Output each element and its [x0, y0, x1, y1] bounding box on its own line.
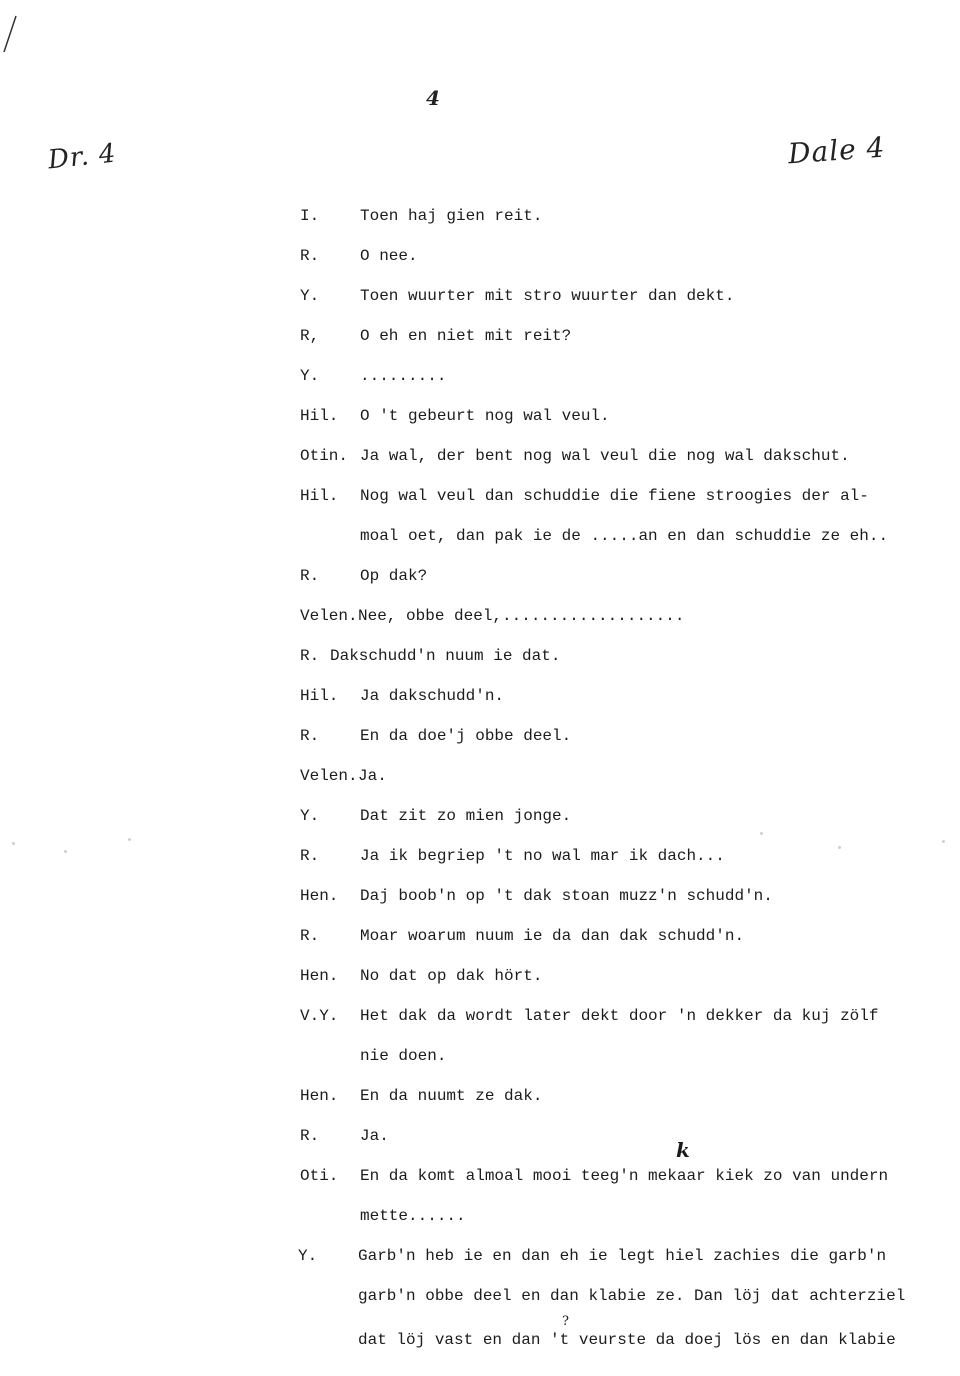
transcript-line: [298, 1246, 938, 1266]
utterance-text: Ja wal, der bent nog wal veul die nog wal dakschut.: [360, 447, 850, 465]
speaker-label: Velen.: [300, 607, 358, 625]
utterance-text: Ja ik begriep 't no wal mar ik dach...: [360, 847, 725, 865]
speaker-label: R.: [300, 647, 320, 665]
utterance-text: Op dak?: [360, 567, 428, 585]
utterance-text: garb'n obbe deel en dan klabie ze. Dan löj dat achterziel: [358, 1287, 906, 1305]
utterance-text: Dakschudd'n nuum ie dat.: [330, 647, 561, 665]
utterance-text: O 't gebeurt nog wal veul.: [360, 407, 610, 425]
speaker-label: Oti.: [300, 1167, 339, 1185]
transcript-line: [300, 846, 940, 866]
transcript-line: [300, 206, 940, 226]
transcript-line: [300, 566, 940, 586]
speaker-label: R.: [300, 727, 320, 745]
utterance-text: Nee, obbe deel,...................: [358, 607, 685, 625]
utterance-text: Toen haj gien reit.: [360, 207, 543, 225]
scan-speck: [760, 832, 763, 835]
speaker-label: Hen.: [300, 1087, 339, 1105]
speaker-label: Otin.: [300, 447, 349, 465]
speaker-label: R.: [300, 927, 320, 945]
transcript-line: [300, 646, 940, 666]
speaker-label: Y.: [300, 287, 320, 305]
utterance-text: Ja.: [358, 767, 387, 785]
scan-speck: [942, 840, 945, 843]
speaker-label: Hil.: [300, 687, 339, 705]
handwritten-correction-question: ?: [562, 1314, 569, 1329]
page-number: 4: [426, 86, 440, 110]
transcript-line: [300, 926, 940, 946]
transcript-line: [300, 726, 940, 746]
utterance-text: Ja dakschudd'n.: [360, 687, 505, 705]
speaker-label: Y.: [300, 807, 320, 825]
utterance-text: mette......: [360, 1207, 466, 1225]
utterance-text: No dat op dak hört.: [360, 967, 543, 985]
transcript-line: [300, 966, 940, 986]
speaker-label: V.Y.: [300, 1007, 339, 1025]
utterance-text: Ja.: [360, 1127, 389, 1145]
speaker-label: Hen.: [300, 887, 339, 905]
scan-speck: [838, 846, 841, 849]
utterance-text: Garb'n heb ie en dan eh ie legt hiel zachies die garb'n: [358, 1247, 887, 1265]
transcript-line: [300, 1126, 940, 1146]
utterance-text: Daj boob'n op 't dak stoan muzz'n schudd'n.: [360, 887, 773, 905]
utterance-text: Nog wal veul dan schuddie die fiene stroogies der al-: [360, 487, 869, 505]
utterance-text: Het dak da wordt later dekt door 'n dekker da kuj zölf: [360, 1007, 879, 1025]
utterance-text: O nee.: [360, 247, 418, 265]
transcript-line: [300, 446, 940, 466]
transcript-line: [300, 1046, 940, 1066]
speaker-label: R.: [300, 247, 320, 265]
transcript-line: [300, 1206, 940, 1226]
utterance-text: moal oet, dan pak ie de .....an en dan schuddie ze eh..: [360, 527, 889, 545]
utterance-text: nie doen.: [360, 1047, 447, 1065]
speaker-label: Hen.: [300, 967, 339, 985]
utterance-text: Dat zit zo mien jonge.: [360, 807, 572, 825]
speaker-label: R.: [300, 1127, 320, 1145]
utterance-text: dat löj vast en dan 't veurste da doej lös en dan klabie: [358, 1331, 896, 1349]
handwritten-note-left: Dr. 4: [46, 138, 118, 176]
utterance-text: En da nuumt ze dak.: [360, 1087, 543, 1105]
transcript-line: [300, 526, 940, 546]
scan-speck: [128, 838, 131, 841]
utterance-text: .........: [360, 367, 447, 385]
transcript-line: [300, 326, 940, 346]
utterance-text: Moar woarum nuum ie da dan dak schudd'n.: [360, 927, 745, 945]
speaker-label: R.: [300, 567, 320, 585]
speaker-label: Y.: [300, 367, 320, 385]
transcript-line: [298, 1330, 938, 1350]
transcript-line: [300, 406, 940, 426]
speaker-label: Y.: [298, 1247, 318, 1265]
speaker-label: R.: [300, 847, 320, 865]
transcript-line: [300, 286, 940, 306]
utterance-text: O eh en niet mit reit?: [360, 327, 572, 345]
transcript-line: [300, 686, 940, 706]
utterance-text: En da doe'j obbe deel.: [360, 727, 572, 745]
transcript-line: [300, 806, 940, 826]
speaker-label: Hil.: [300, 487, 339, 505]
speaker-label: Hil.: [300, 407, 339, 425]
speaker-label: I.: [300, 207, 320, 225]
transcript-line: [300, 886, 940, 906]
handwritten-correction-k: k: [676, 1138, 690, 1162]
scan-speck: [64, 850, 67, 853]
transcript-line: [300, 486, 940, 506]
transcript-line: [300, 246, 940, 266]
transcript-line: [300, 1086, 940, 1106]
transcript-line: [300, 1006, 940, 1026]
speaker-label: R,: [300, 327, 320, 345]
utterance-text: En da komt almoal mooi teeg'n mekaar kiek zo van undern: [360, 1167, 889, 1185]
scan-speck: [12, 842, 15, 845]
transcript-line: [300, 366, 940, 386]
transcript-line: [300, 766, 940, 786]
speaker-label: Velen.: [300, 767, 358, 785]
transcript-line: [298, 1286, 938, 1306]
handwritten-note-right: Dale 4: [786, 130, 887, 171]
utterance-text: Toen wuurter mit stro wuurter dan dekt.: [360, 287, 735, 305]
transcript-line: [300, 1166, 940, 1186]
transcript-line: [300, 606, 940, 626]
